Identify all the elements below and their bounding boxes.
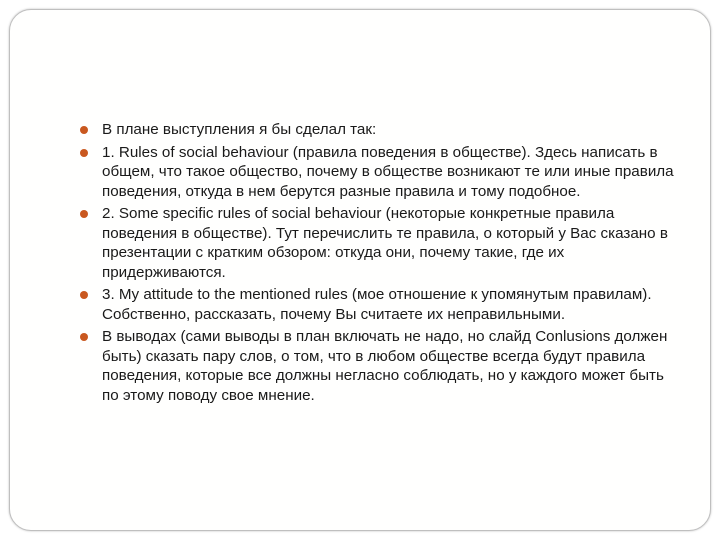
bullet-text: В выводах (сами выводы в план включать не надо, но слайд Conlusions должен быть) сказать пару слов, о том, что в любом обществе всегда будут правила поведения, которые все должны негласно соблюдать, но у каждого может быть по этому поводу свое мнение.	[102, 328, 668, 404]
bullet-text: В плане выступления я бы сделал так:	[102, 121, 377, 138]
bullet-icon	[80, 126, 88, 134]
list-item	[80, 327, 680, 405]
bullet-icon	[80, 210, 88, 218]
list-item	[80, 204, 680, 282]
bullet-icon	[80, 149, 88, 157]
list-item	[80, 120, 680, 140]
bullet-icon	[80, 333, 88, 341]
bullet-text: 1. Rules of social behaviour (правила поведения в обществе). Здесь написать в общем, что такое общество, почему в обществе возникают те или иные правила поведения, откуда в нем берутся разные правила и тому подобное.	[102, 143, 674, 200]
bullet-text: 3. My attitude to the mentioned rules (мое отношение к упомянутым правилам). Собственно, рассказать, почему Вы считаете их неправильными.	[102, 286, 652, 323]
bullet-list	[80, 120, 680, 408]
bullet-icon	[80, 291, 88, 299]
list-item	[80, 285, 680, 324]
bullet-text: 2. Some specific rules of social behaviour (некоторые конкретные правила поведения в обществе). Тут перечислить те правила, о который у Вас сказано в презентации с кратким обзором: откуда они, почему такие, где их придерживаются.	[102, 205, 668, 281]
list-item	[80, 143, 680, 202]
